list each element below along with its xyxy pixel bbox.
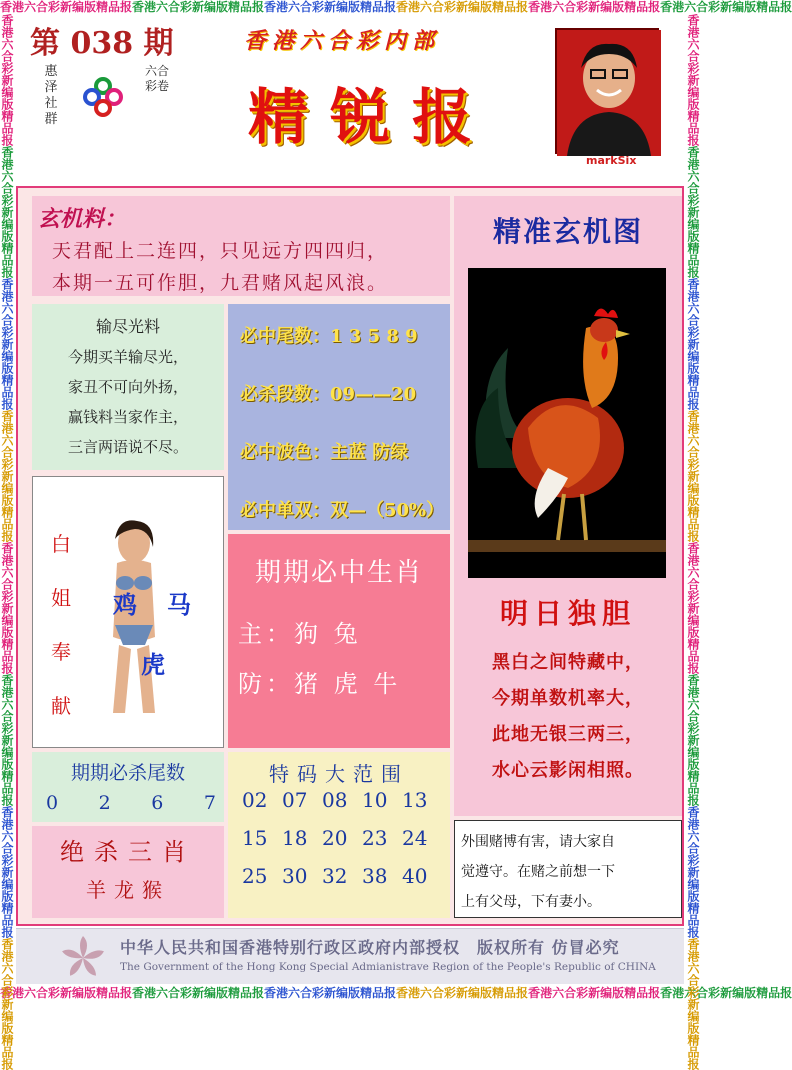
kill-tail-number: 2 xyxy=(98,792,111,814)
border-text: 香港六合彩新编版精品报 xyxy=(686,278,700,410)
kill-tail-panel xyxy=(32,752,224,822)
special-range-number: 40 xyxy=(402,864,428,888)
daily-banker-title: 明日独胆 xyxy=(499,597,636,630)
border-text: 香港六合彩新编版精品报 xyxy=(0,278,14,410)
footer-chinese: 中华人民共和国香港特别行政区政府内部授权 版权所有 仿冒必究 xyxy=(120,938,620,957)
border-text: 香港六合彩新编版精品报 xyxy=(0,542,14,674)
special-range-number: 23 xyxy=(362,826,388,850)
picks-panel xyxy=(228,304,450,530)
bauhinia-icon xyxy=(58,933,108,983)
border-text: 香港六合彩新编版精品报 xyxy=(0,410,14,542)
riddle-line-1: 天君配上二连四，只见远方四四归， xyxy=(52,240,389,262)
right-column xyxy=(454,196,682,816)
pick-kill-range: 必杀段数：09——20 xyxy=(240,384,417,405)
border-text: 香港六合彩新编版精品报 xyxy=(132,986,265,1000)
girl-caption xyxy=(49,517,73,733)
zodiac-main: 主：狗 兔 xyxy=(238,620,362,648)
special-range-number: 10 xyxy=(362,788,388,812)
border-text: 香港六合彩新编版精品报 xyxy=(686,542,700,674)
kill-three-panel xyxy=(32,826,224,918)
pick-color: 必中波色：主蓝 防绿 xyxy=(240,442,409,463)
border-text: 香港六合彩新编版精品报 xyxy=(686,146,700,278)
zodiac-title: 期期必中生肖 xyxy=(254,558,423,588)
special-range-number: 25 xyxy=(242,864,268,888)
kill-tail-number: 6 xyxy=(151,792,164,814)
rooster-icon xyxy=(468,268,666,578)
border-text: 香港六合彩新编版精品报 xyxy=(686,806,700,938)
border-text: 香港六合彩新编版精品报 xyxy=(686,674,700,806)
special-range-number: 30 xyxy=(282,864,308,888)
special-range-number: 18 xyxy=(282,826,308,850)
special-range-number: 07 xyxy=(282,788,308,812)
special-range-panel xyxy=(228,752,450,918)
special-range-number: 24 xyxy=(402,826,428,850)
pick-tail: 必中尾数：1 3 5 8 9 xyxy=(240,326,418,347)
poem-line-1: 黑白之间特藏中， xyxy=(492,652,644,673)
border-text: 香港六合彩新编版精品报 xyxy=(0,0,133,14)
special-range-number: 02 xyxy=(242,788,268,812)
special-range-number: 20 xyxy=(322,826,348,850)
logo xyxy=(40,58,174,140)
lottery-logo-icon xyxy=(80,74,126,120)
kill-tail-numbers xyxy=(46,792,216,814)
girl-caption-char: 奉 xyxy=(51,640,71,664)
header xyxy=(16,14,684,186)
portrait-figure-icon xyxy=(557,30,661,156)
poem-line-3: 此地无银三两三， xyxy=(492,724,644,745)
girl-label-chicken: 鸡 xyxy=(113,590,137,619)
girl-caption-char: 姐 xyxy=(51,586,71,610)
border-text: 香港六合彩新编版精品报 xyxy=(686,14,700,146)
kill-tail-title: 期期必杀尾数 xyxy=(70,762,185,784)
border-text: 香港六合彩新编版精品报 xyxy=(132,0,265,14)
issue-number: 第 038 期 xyxy=(30,26,174,61)
warning-line-2: 觉遵守。在赌之前想一下 xyxy=(461,864,615,880)
girl-label-horse: 马 xyxy=(167,590,191,619)
border-text: 香港六合彩新编版精品报 xyxy=(0,986,133,1000)
warning-panel xyxy=(454,820,682,918)
marksix-caption: markSix xyxy=(586,154,637,167)
lose-all-line-2: 家丑不可向外扬， xyxy=(67,378,188,396)
lose-all-line-3: 赢钱料当家作主， xyxy=(67,408,188,426)
riddle-line-2: 本期一五可作胆，九君赌风起风浪。 xyxy=(52,272,389,294)
lose-all-line-4: 三言两语说不尽。 xyxy=(67,438,188,456)
pick-odd-even: 必中单双：双—（50%） xyxy=(240,500,445,521)
border-text: 香港六合彩新编版精品报 xyxy=(686,410,700,542)
girl-panel xyxy=(32,476,224,748)
border-text: 香港六合彩新编版精品报 xyxy=(0,938,14,1070)
lose-all-panel xyxy=(32,304,224,470)
footer-english: The Government of the Hong Kong Special Admianistrave Region of the People's Republic of CHINA xyxy=(120,961,656,973)
zodiac-defend: 防：猪 虎 牛 xyxy=(238,670,402,698)
portrait-image xyxy=(555,28,659,154)
border-text: 香港六合彩新编版精品报 xyxy=(528,0,661,14)
footer xyxy=(16,928,684,984)
logo-left-text: 惠泽社群 xyxy=(44,64,58,127)
border-strip-top xyxy=(0,0,792,14)
riddle-panel xyxy=(32,196,450,296)
kill-tail-number: 0 xyxy=(46,792,59,814)
border-strip-right xyxy=(686,14,700,1070)
warning-line-1: 外围赌博有害，请大家自 xyxy=(461,834,615,850)
lose-all-title: 输尽光料 xyxy=(95,317,160,336)
logo-right-text: 六合彩卷 xyxy=(144,64,169,93)
kill-three-values: 羊龙猴 xyxy=(86,878,170,902)
girl-label-tiger: 虎 xyxy=(141,650,165,679)
border-text: 香港六合彩新编版精品报 xyxy=(0,674,14,806)
rooster-image xyxy=(468,268,666,578)
girl-caption-char: 献 xyxy=(51,694,71,718)
kill-tail-number: 7 xyxy=(203,792,216,814)
zodiac-panel xyxy=(228,534,450,748)
special-range-number: 15 xyxy=(242,826,268,850)
border-strip-bottom xyxy=(0,986,792,1000)
main-frame xyxy=(16,186,684,926)
warning-line-3: 上有父母，下有妻小。 xyxy=(461,894,601,910)
border-text: 香港六合彩新编版精品报 xyxy=(660,0,792,14)
border-text: 香港六合彩新编版精品报 xyxy=(0,146,14,278)
special-range-number: 13 xyxy=(402,788,428,812)
publisher-name: 香港六合彩内部 xyxy=(244,28,441,54)
special-range-number: 38 xyxy=(362,864,388,888)
mystery-chart-title: 精准玄机图 xyxy=(492,215,643,248)
lose-all-line-1: 今期买羊输尽光， xyxy=(67,348,188,366)
special-range-number: 32 xyxy=(322,864,348,888)
special-range-number: 08 xyxy=(322,788,348,812)
border-text: 香港六合彩新编版精品报 xyxy=(528,986,661,1000)
special-range-grid xyxy=(242,788,442,888)
page-title: 精锐报 xyxy=(248,83,494,153)
kill-three-title: 绝杀三肖 xyxy=(60,838,196,866)
border-text: 香港六合彩新编版精品报 xyxy=(264,0,397,14)
special-range-title: 特码大范围 xyxy=(269,762,409,786)
border-text: 香港六合彩新编版精品报 xyxy=(660,986,792,1000)
girl-caption-char: 白 xyxy=(51,532,71,556)
border-text: 香港六合彩新编版精品报 xyxy=(264,986,397,1000)
riddle-title: 玄机料： xyxy=(38,206,127,232)
poem-line-4: 水心云影闲相照。 xyxy=(492,760,644,781)
border-text: 香港六合彩新编版精品报 xyxy=(396,986,529,1000)
border-strip-left xyxy=(0,14,14,1070)
border-text: 香港六合彩新编版精品报 xyxy=(396,0,529,14)
poem-line-2: 今期单数机率大， xyxy=(492,688,644,709)
border-text: 香港六合彩新编版精品报 xyxy=(0,806,14,938)
border-text: 香港六合彩新编版精品报 xyxy=(686,938,700,1070)
border-text: 香港六合彩新编版精品报 xyxy=(0,14,14,146)
